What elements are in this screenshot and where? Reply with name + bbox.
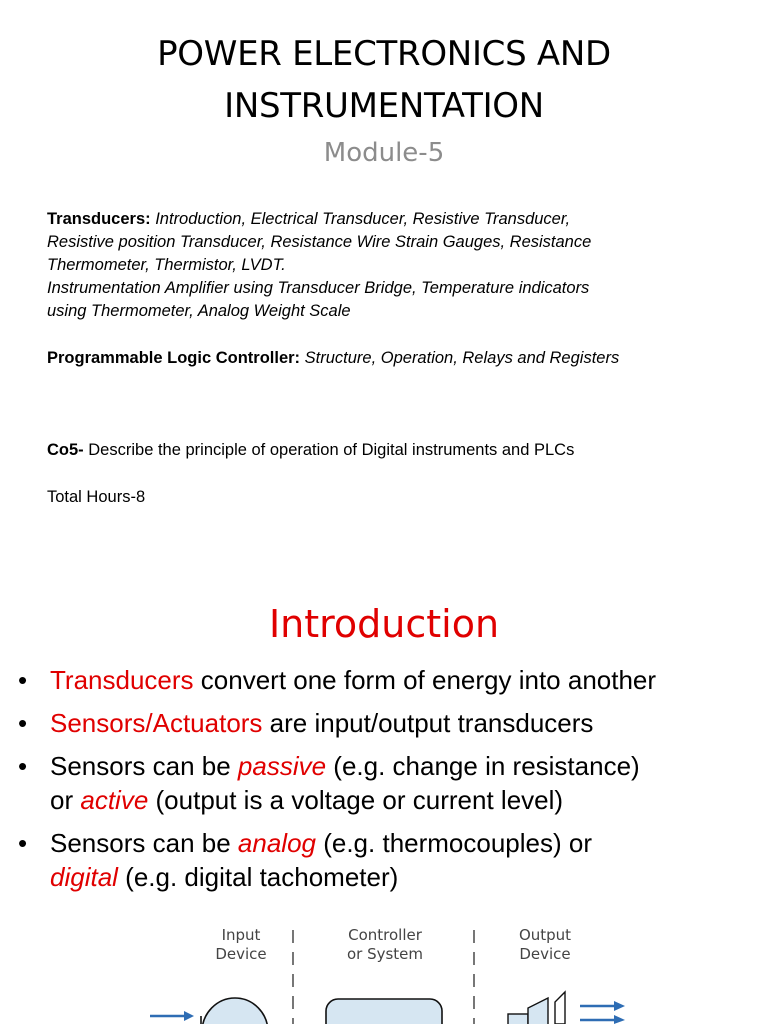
transducers-topics-line: Introduction, Electrical Transducer, Resistive Transducer, xyxy=(155,210,571,228)
plc-topics-text: Structure, Operation, Relays and Registers xyxy=(304,349,620,367)
bullet-text: convert one form of energy into another xyxy=(200,665,657,695)
bullet-marker: • xyxy=(18,708,28,738)
controller-label-line-1: Controller xyxy=(348,926,422,944)
transducers-heading: Transducers: xyxy=(47,210,151,228)
speaker-cone-icon xyxy=(528,998,548,1024)
controller-box xyxy=(326,999,442,1024)
input-arrowhead-icon xyxy=(184,1011,194,1021)
diagram-graphics xyxy=(0,920,768,1024)
bullet-text: Sensors can be xyxy=(50,751,231,781)
introduction-title: Introduction xyxy=(268,602,500,646)
sensor-icon xyxy=(202,998,268,1024)
bullet-text: Sensors can be xyxy=(50,828,231,858)
title-line-2: INSTRUMENTATION xyxy=(224,86,544,126)
plc-heading: Programmable Logic Controller: xyxy=(47,349,301,367)
term-transducers: Transducers xyxy=(50,665,194,695)
term-analog: analog xyxy=(237,828,316,858)
bullet-text: (e.g. change in resistance) xyxy=(333,751,640,781)
term-active: active xyxy=(80,785,149,815)
actuator-flap-icon xyxy=(555,992,565,1024)
total-hours: Total Hours-8 xyxy=(47,488,146,506)
input-label-line-2: Device xyxy=(215,945,267,963)
bullet-list xyxy=(18,663,758,903)
transducers-topics-line: using Thermometer, Analog Weight Scale xyxy=(47,302,351,320)
bullet-marker: • xyxy=(18,751,28,781)
transducers-topics xyxy=(47,208,737,323)
list-item xyxy=(18,749,758,817)
module-subtitle: Module-5 xyxy=(323,138,445,168)
term-sensors-actuators: Sensors/Actuators xyxy=(50,708,263,738)
course-outcome xyxy=(47,439,737,462)
bullet-marker: • xyxy=(18,828,28,858)
bullet-marker: • xyxy=(18,665,28,695)
term-passive: passive xyxy=(237,751,327,781)
output-arrowhead-1-icon xyxy=(614,1001,625,1011)
list-item xyxy=(18,706,758,740)
output-label-line-1: Output xyxy=(518,926,572,944)
output-arrowhead-2-icon xyxy=(614,1015,625,1024)
controller-label-line-2: or System xyxy=(346,945,424,963)
bullet-text: (e.g. digital tachometer) xyxy=(125,862,399,892)
list-item xyxy=(18,826,758,894)
bullet-text: (output is a voltage or current level) xyxy=(155,785,564,815)
title-line-1: POWER ELECTRONICS AND xyxy=(157,34,611,74)
page-title xyxy=(0,28,768,132)
input-label-line-1: Input xyxy=(221,926,261,944)
co5-text: Describe the principle of operation of Digital instruments and PLCs xyxy=(88,441,575,459)
bullet-text: or xyxy=(50,785,74,815)
co5-heading: Co5- xyxy=(47,441,84,459)
transducers-topics-line: Resistive position Transducer, Resistance Wire Strain Gauges, Resistance xyxy=(47,233,592,251)
term-digital: digital xyxy=(50,862,118,892)
slide-introduction xyxy=(0,560,768,1024)
transducer-system-diagram xyxy=(0,920,768,1024)
bullet-text: are input/output transducers xyxy=(269,708,594,738)
actuator-body-icon xyxy=(508,1014,528,1024)
bullet-text: (e.g. thermocouples) or xyxy=(323,828,593,858)
transducers-topics-line: Instrumentation Amplifier using Transducer Bridge, Temperature indicators xyxy=(47,279,590,297)
plc-topics xyxy=(47,347,737,370)
list-item xyxy=(18,663,758,697)
transducers-topics-line: Thermometer, Thermistor, LVDT. xyxy=(47,256,286,274)
output-label-line-2: Device xyxy=(519,945,571,963)
